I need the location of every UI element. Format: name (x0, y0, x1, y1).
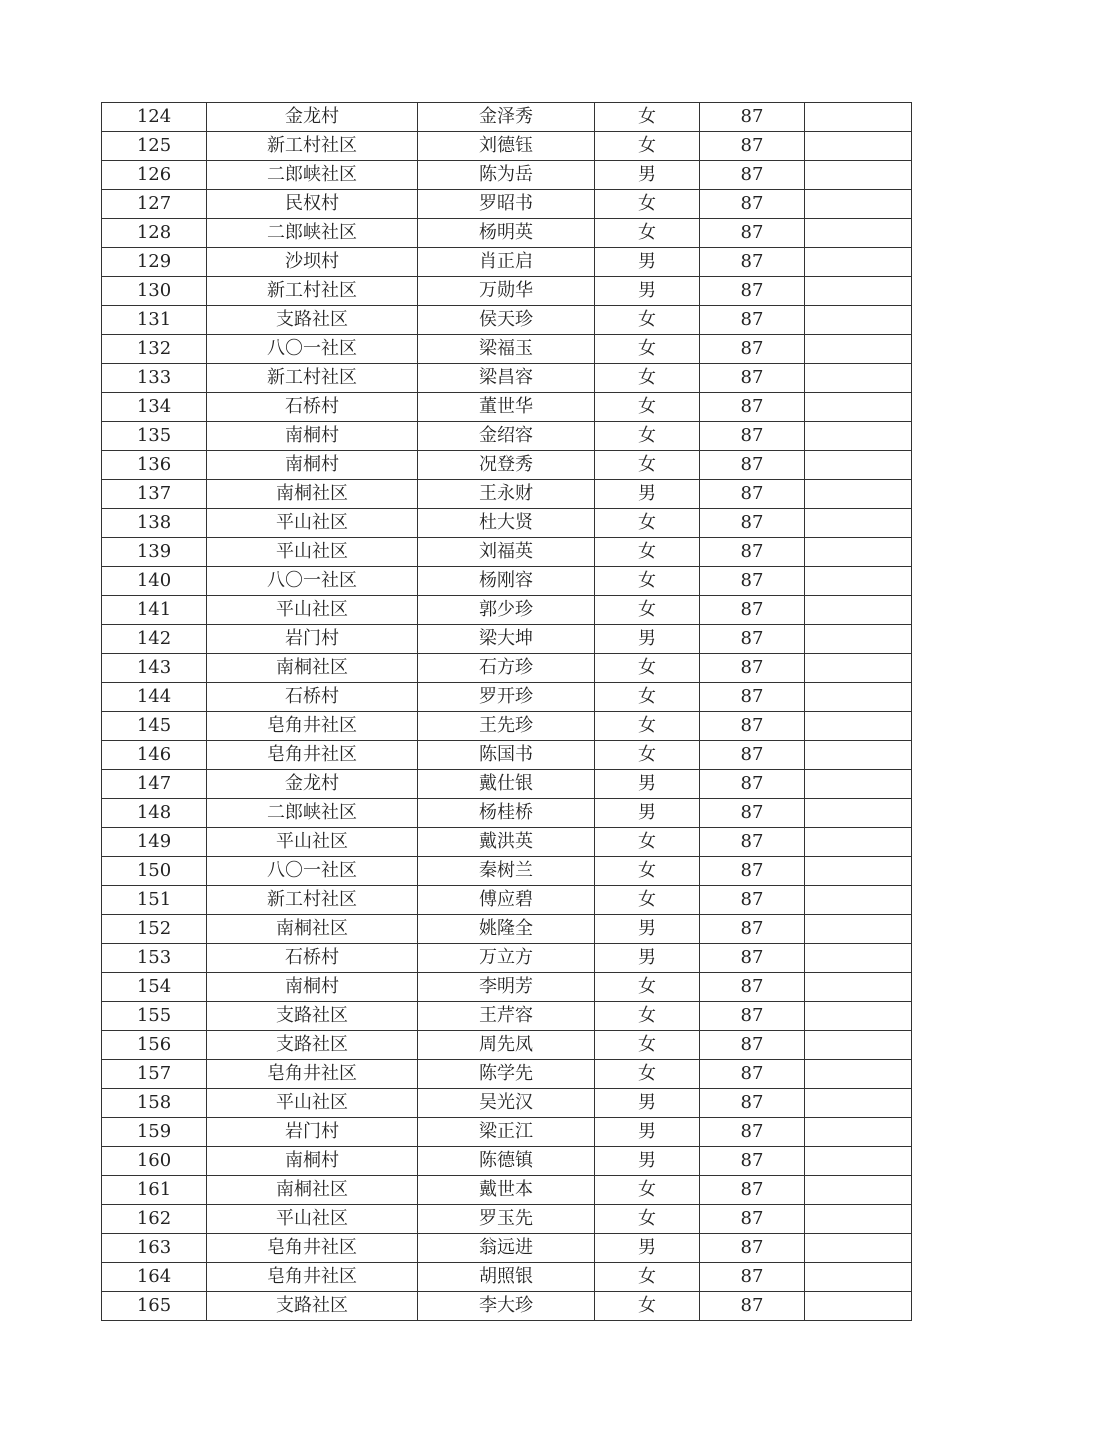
remark-cell (805, 190, 912, 219)
table-row (102, 1205, 912, 1234)
community-cell: 二郎峡社区 (207, 219, 418, 248)
table-row (102, 770, 912, 799)
gender-cell: 女 (595, 886, 700, 915)
person-name-cell: 陈学先 (418, 1060, 595, 1089)
serial-number-cell: 140 (102, 567, 207, 596)
remark-cell (805, 277, 912, 306)
person-name-cell: 陈国书 (418, 741, 595, 770)
table-row (102, 1060, 912, 1089)
gender-cell: 女 (595, 538, 700, 567)
age-cell: 87 (700, 451, 805, 480)
remark-cell (805, 1205, 912, 1234)
community-cell: 皂角井社区 (207, 1234, 418, 1263)
age-cell: 87 (700, 625, 805, 654)
serial-number-cell: 138 (102, 509, 207, 538)
person-name-cell: 梁福玉 (418, 335, 595, 364)
table-row (102, 741, 912, 770)
serial-number-cell: 124 (102, 103, 207, 132)
remark-cell (805, 770, 912, 799)
table-row (102, 1292, 912, 1321)
table-row (102, 654, 912, 683)
serial-number-cell: 165 (102, 1292, 207, 1321)
serial-number-cell: 155 (102, 1002, 207, 1031)
remark-cell (805, 219, 912, 248)
community-cell: 石桥村 (207, 393, 418, 422)
table-row (102, 1147, 912, 1176)
age-cell: 87 (700, 973, 805, 1002)
age-cell: 87 (700, 654, 805, 683)
person-name-cell: 王芹容 (418, 1002, 595, 1031)
person-name-cell: 侯天珍 (418, 306, 595, 335)
serial-number-cell: 146 (102, 741, 207, 770)
community-cell: 平山社区 (207, 1205, 418, 1234)
gender-cell: 女 (595, 1205, 700, 1234)
table-row (102, 509, 912, 538)
remark-cell (805, 103, 912, 132)
person-name-cell: 李明芳 (418, 973, 595, 1002)
gender-cell: 女 (595, 306, 700, 335)
gender-cell: 女 (595, 567, 700, 596)
serial-number-cell: 147 (102, 770, 207, 799)
community-cell: 沙坝村 (207, 248, 418, 277)
age-cell: 87 (700, 1176, 805, 1205)
serial-number-cell: 160 (102, 1147, 207, 1176)
gender-cell: 女 (595, 509, 700, 538)
table-row (102, 828, 912, 857)
gender-cell: 男 (595, 770, 700, 799)
remark-cell (805, 973, 912, 1002)
person-name-cell: 刘福英 (418, 538, 595, 567)
person-name-cell: 戴仕银 (418, 770, 595, 799)
gender-cell: 女 (595, 103, 700, 132)
community-cell: 南桐村 (207, 973, 418, 1002)
table-row (102, 1031, 912, 1060)
community-cell: 皂角井社区 (207, 741, 418, 770)
community-cell: 南桐社区 (207, 654, 418, 683)
serial-number-cell: 145 (102, 712, 207, 741)
gender-cell: 女 (595, 1292, 700, 1321)
age-cell: 87 (700, 1002, 805, 1031)
table-row (102, 103, 912, 132)
serial-number-cell: 157 (102, 1060, 207, 1089)
gender-cell: 女 (595, 335, 700, 364)
person-name-cell: 刘德钰 (418, 132, 595, 161)
serial-number-cell: 128 (102, 219, 207, 248)
community-cell: 平山社区 (207, 828, 418, 857)
community-cell: 南桐村 (207, 422, 418, 451)
table-row (102, 393, 912, 422)
person-name-cell: 肖正启 (418, 248, 595, 277)
remark-cell (805, 915, 912, 944)
person-name-cell: 梁正江 (418, 1118, 595, 1147)
community-cell: 八〇一社区 (207, 335, 418, 364)
gender-cell: 女 (595, 393, 700, 422)
remark-cell (805, 596, 912, 625)
age-cell: 87 (700, 1205, 805, 1234)
age-cell: 87 (700, 132, 805, 161)
person-name-cell: 万勋华 (418, 277, 595, 306)
table-row (102, 190, 912, 219)
remark-cell (805, 364, 912, 393)
table-row (102, 1089, 912, 1118)
person-name-cell: 杨刚容 (418, 567, 595, 596)
gender-cell: 男 (595, 1089, 700, 1118)
serial-number-cell: 159 (102, 1118, 207, 1147)
table-row (102, 219, 912, 248)
community-cell: 支路社区 (207, 1292, 418, 1321)
age-cell: 87 (700, 741, 805, 770)
gender-cell: 男 (595, 915, 700, 944)
table-row (102, 1002, 912, 1031)
remark-cell (805, 741, 912, 770)
serial-number-cell: 151 (102, 886, 207, 915)
serial-number-cell: 143 (102, 654, 207, 683)
person-name-cell: 翁远进 (418, 1234, 595, 1263)
table-row (102, 973, 912, 1002)
table-row (102, 915, 912, 944)
person-name-cell: 罗开珍 (418, 683, 595, 712)
serial-number-cell: 164 (102, 1263, 207, 1292)
gender-cell: 女 (595, 1060, 700, 1089)
age-cell: 87 (700, 857, 805, 886)
gender-cell: 男 (595, 1147, 700, 1176)
person-name-cell: 杨明英 (418, 219, 595, 248)
person-name-cell: 杜大贤 (418, 509, 595, 538)
roster-table-body (102, 103, 912, 1321)
table-row (102, 161, 912, 190)
remark-cell (805, 683, 912, 712)
serial-number-cell: 142 (102, 625, 207, 654)
serial-number-cell: 134 (102, 393, 207, 422)
remark-cell (805, 132, 912, 161)
gender-cell: 男 (595, 161, 700, 190)
community-cell: 南桐村 (207, 1147, 418, 1176)
table-row (102, 799, 912, 828)
serial-number-cell: 127 (102, 190, 207, 219)
community-cell: 支路社区 (207, 1031, 418, 1060)
age-cell: 87 (700, 190, 805, 219)
remark-cell (805, 857, 912, 886)
age-cell: 87 (700, 103, 805, 132)
serial-number-cell: 162 (102, 1205, 207, 1234)
remark-cell (805, 944, 912, 973)
serial-number-cell: 149 (102, 828, 207, 857)
serial-number-cell: 148 (102, 799, 207, 828)
serial-number-cell: 130 (102, 277, 207, 306)
serial-number-cell: 161 (102, 1176, 207, 1205)
person-name-cell: 周先凤 (418, 1031, 595, 1060)
gender-cell: 女 (595, 828, 700, 857)
table-row (102, 335, 912, 364)
gender-cell: 女 (595, 364, 700, 393)
gender-cell: 女 (595, 654, 700, 683)
community-cell: 岩门村 (207, 625, 418, 654)
community-cell: 南桐村 (207, 451, 418, 480)
community-cell: 支路社区 (207, 306, 418, 335)
gender-cell: 女 (595, 1263, 700, 1292)
person-name-cell: 罗昭书 (418, 190, 595, 219)
gender-cell: 男 (595, 625, 700, 654)
person-name-cell: 梁昌容 (418, 364, 595, 393)
remark-cell (805, 799, 912, 828)
person-name-cell: 石方珍 (418, 654, 595, 683)
person-name-cell: 秦树兰 (418, 857, 595, 886)
serial-number-cell: 153 (102, 944, 207, 973)
gender-cell: 男 (595, 480, 700, 509)
table-row (102, 277, 912, 306)
age-cell: 87 (700, 1089, 805, 1118)
age-cell: 87 (700, 277, 805, 306)
gender-cell: 女 (595, 973, 700, 1002)
remark-cell (805, 828, 912, 857)
person-name-cell: 陈为岳 (418, 161, 595, 190)
remark-cell (805, 509, 912, 538)
remark-cell (805, 1060, 912, 1089)
age-cell: 87 (700, 248, 805, 277)
remark-cell (805, 422, 912, 451)
age-cell: 87 (700, 683, 805, 712)
age-cell: 87 (700, 480, 805, 509)
person-name-cell: 金泽秀 (418, 103, 595, 132)
remark-cell (805, 1292, 912, 1321)
gender-cell: 女 (595, 741, 700, 770)
remark-cell (805, 1176, 912, 1205)
remark-cell (805, 480, 912, 509)
age-cell: 87 (700, 1263, 805, 1292)
gender-cell: 女 (595, 190, 700, 219)
person-name-cell: 王先珍 (418, 712, 595, 741)
community-cell: 金龙村 (207, 770, 418, 799)
age-cell: 87 (700, 364, 805, 393)
table-row (102, 1176, 912, 1205)
remark-cell (805, 1234, 912, 1263)
serial-number-cell: 154 (102, 973, 207, 1002)
serial-number-cell: 163 (102, 1234, 207, 1263)
age-cell: 87 (700, 1292, 805, 1321)
person-name-cell: 万立方 (418, 944, 595, 973)
gender-cell: 女 (595, 683, 700, 712)
age-cell: 87 (700, 393, 805, 422)
table-row (102, 944, 912, 973)
serial-number-cell: 135 (102, 422, 207, 451)
remark-cell (805, 393, 912, 422)
person-name-cell: 董世华 (418, 393, 595, 422)
table-row (102, 1234, 912, 1263)
person-name-cell: 金绍容 (418, 422, 595, 451)
community-cell: 皂角井社区 (207, 712, 418, 741)
table-row (102, 480, 912, 509)
person-name-cell: 陈德镇 (418, 1147, 595, 1176)
person-name-cell: 吴光汉 (418, 1089, 595, 1118)
serial-number-cell: 125 (102, 132, 207, 161)
gender-cell: 女 (595, 596, 700, 625)
community-cell: 南桐社区 (207, 1176, 418, 1205)
community-cell: 新工村社区 (207, 132, 418, 161)
remark-cell (805, 1031, 912, 1060)
age-cell: 87 (700, 335, 805, 364)
gender-cell: 女 (595, 857, 700, 886)
serial-number-cell: 131 (102, 306, 207, 335)
remark-cell (805, 1002, 912, 1031)
table-row (102, 538, 912, 567)
remark-cell (805, 886, 912, 915)
age-cell: 87 (700, 306, 805, 335)
remark-cell (805, 1118, 912, 1147)
age-cell: 87 (700, 1060, 805, 1089)
community-cell: 新工村社区 (207, 886, 418, 915)
person-name-cell: 罗玉先 (418, 1205, 595, 1234)
remark-cell (805, 248, 912, 277)
gender-cell: 女 (595, 1031, 700, 1060)
age-cell: 87 (700, 1234, 805, 1263)
serial-number-cell: 156 (102, 1031, 207, 1060)
serial-number-cell: 139 (102, 538, 207, 567)
gender-cell: 女 (595, 219, 700, 248)
age-cell: 87 (700, 886, 805, 915)
remark-cell (805, 451, 912, 480)
table-row (102, 422, 912, 451)
community-cell: 平山社区 (207, 538, 418, 567)
person-name-cell: 傅应碧 (418, 886, 595, 915)
table-row (102, 886, 912, 915)
gender-cell: 男 (595, 944, 700, 973)
serial-number-cell: 150 (102, 857, 207, 886)
person-name-cell: 王永财 (418, 480, 595, 509)
community-cell: 南桐社区 (207, 480, 418, 509)
community-cell: 岩门村 (207, 1118, 418, 1147)
community-cell: 石桥村 (207, 683, 418, 712)
remark-cell (805, 306, 912, 335)
gender-cell: 女 (595, 1176, 700, 1205)
community-cell: 二郎峡社区 (207, 799, 418, 828)
remark-cell (805, 161, 912, 190)
serial-number-cell: 136 (102, 451, 207, 480)
serial-number-cell: 144 (102, 683, 207, 712)
remark-cell (805, 1147, 912, 1176)
age-cell: 87 (700, 567, 805, 596)
person-name-cell: 戴世本 (418, 1176, 595, 1205)
gender-cell: 男 (595, 1234, 700, 1263)
community-cell: 支路社区 (207, 1002, 418, 1031)
age-cell: 87 (700, 770, 805, 799)
community-cell: 八〇一社区 (207, 857, 418, 886)
table-row (102, 596, 912, 625)
person-name-cell: 李大珍 (418, 1292, 595, 1321)
remark-cell (805, 538, 912, 567)
age-cell: 87 (700, 596, 805, 625)
remark-cell (805, 712, 912, 741)
serial-number-cell: 158 (102, 1089, 207, 1118)
remark-cell (805, 625, 912, 654)
table-row (102, 306, 912, 335)
community-cell: 平山社区 (207, 509, 418, 538)
person-name-cell: 杨桂桥 (418, 799, 595, 828)
community-cell: 新工村社区 (207, 364, 418, 393)
person-name-cell: 况登秀 (418, 451, 595, 480)
community-cell: 民权村 (207, 190, 418, 219)
person-name-cell: 戴洪英 (418, 828, 595, 857)
gender-cell: 男 (595, 277, 700, 306)
table-row (102, 683, 912, 712)
community-cell: 平山社区 (207, 596, 418, 625)
age-cell: 87 (700, 915, 805, 944)
community-cell: 二郎峡社区 (207, 161, 418, 190)
community-cell: 平山社区 (207, 1089, 418, 1118)
table-row (102, 567, 912, 596)
age-cell: 87 (700, 1031, 805, 1060)
gender-cell: 男 (595, 1118, 700, 1147)
age-cell: 87 (700, 161, 805, 190)
age-cell: 87 (700, 422, 805, 451)
serial-number-cell: 126 (102, 161, 207, 190)
gender-cell: 女 (595, 132, 700, 161)
remark-cell (805, 654, 912, 683)
age-cell: 87 (700, 799, 805, 828)
community-cell: 皂角井社区 (207, 1060, 418, 1089)
community-cell: 八〇一社区 (207, 567, 418, 596)
serial-number-cell: 141 (102, 596, 207, 625)
age-cell: 87 (700, 944, 805, 973)
table-row (102, 857, 912, 886)
community-cell: 金龙村 (207, 103, 418, 132)
community-cell: 新工村社区 (207, 277, 418, 306)
table-row (102, 248, 912, 277)
remark-cell (805, 335, 912, 364)
table-row (102, 451, 912, 480)
remark-cell (805, 1089, 912, 1118)
age-cell: 87 (700, 712, 805, 741)
roster-table (101, 102, 912, 1321)
serial-number-cell: 133 (102, 364, 207, 393)
person-name-cell: 梁大坤 (418, 625, 595, 654)
table-row (102, 625, 912, 654)
remark-cell (805, 1263, 912, 1292)
age-cell: 87 (700, 828, 805, 857)
table-row (102, 364, 912, 393)
gender-cell: 女 (595, 712, 700, 741)
age-cell: 87 (700, 1118, 805, 1147)
gender-cell: 女 (595, 1002, 700, 1031)
person-name-cell: 胡照银 (418, 1263, 595, 1292)
table-row (102, 132, 912, 161)
table-row (102, 1263, 912, 1292)
community-cell: 南桐社区 (207, 915, 418, 944)
gender-cell: 男 (595, 799, 700, 828)
age-cell: 87 (700, 219, 805, 248)
table-row (102, 1118, 912, 1147)
gender-cell: 男 (595, 248, 700, 277)
age-cell: 87 (700, 1147, 805, 1176)
community-cell: 皂角井社区 (207, 1263, 418, 1292)
serial-number-cell: 152 (102, 915, 207, 944)
community-cell: 石桥村 (207, 944, 418, 973)
person-name-cell: 郭少珍 (418, 596, 595, 625)
serial-number-cell: 129 (102, 248, 207, 277)
gender-cell: 女 (595, 451, 700, 480)
person-name-cell: 姚隆全 (418, 915, 595, 944)
table-row (102, 712, 912, 741)
age-cell: 87 (700, 538, 805, 567)
serial-number-cell: 137 (102, 480, 207, 509)
remark-cell (805, 567, 912, 596)
gender-cell: 女 (595, 422, 700, 451)
serial-number-cell: 132 (102, 335, 207, 364)
age-cell: 87 (700, 509, 805, 538)
